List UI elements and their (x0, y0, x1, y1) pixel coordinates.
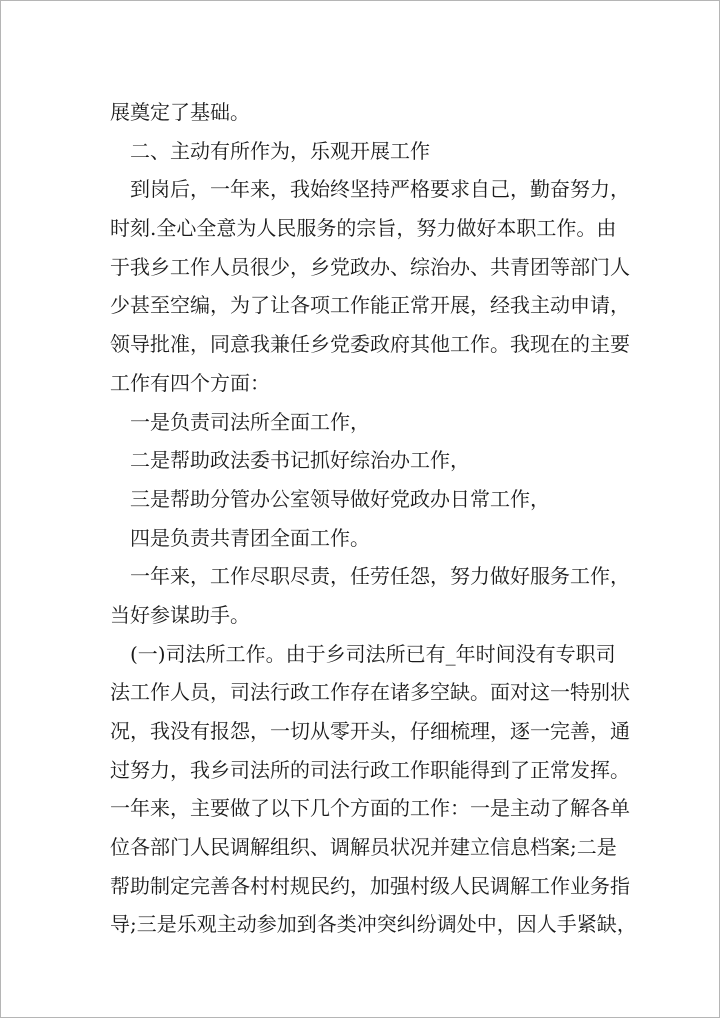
text-line: 位各部门人民调解组织、调解员状况并建立信息档案;二是 (110, 835, 617, 860)
list-item: 三是帮助分管办公室领导做好党政办日常工作， (130, 486, 550, 511)
text-line: 于我乡工作人员很少，乡党政办、综治办、共青团等部门人 (110, 254, 630, 279)
text-line: 导;三是乐观主动参加到各类冲突纠纷调处中，因人手紧缺， (110, 912, 637, 937)
body-text (110, 93, 637, 944)
text-line: 到岗后，一年来，我始终坚持严格要求自己，勤奋努力， (130, 177, 630, 202)
list-item: 一是负责司法所全面工作， (130, 409, 370, 434)
text-line: 工作有四个方面： (110, 370, 270, 395)
text-line: 时刻.全心全意为人民服务的宗旨，努力做好本职工作。由 (110, 216, 617, 241)
list-item: 二是帮助政法委书记抓好综治办工作， (130, 448, 470, 473)
text-line: 展奠定了基础。 (110, 100, 250, 124)
text-line: 当好参谋助手。 (110, 602, 250, 627)
subsection-line: (一)司法所工作。由于乡司法所已有_年时间没有专职司 (130, 641, 616, 666)
text-line: 领导批准，同意我兼任乡党委政府其他工作。我现在的主要 (110, 332, 630, 357)
text-line: 一年来，主要做了以下几个方面的工作：一是主动了解各单 (110, 796, 630, 821)
text-line: 帮助制定完善各村村规民约，加强村级人民调解工作业务指 (110, 873, 630, 898)
list-item: 四是负责共青团全面工作。 (130, 525, 370, 550)
text-line: 少甚至空编，为了让各项工作能正常开展，经我主动申请， (110, 293, 630, 318)
section-heading: 二、主动有所作为，乐观开展工作 (130, 138, 430, 163)
text-line: 况，我没有报怨，一切从零开头，仔细梳理，逐一完善，通 (110, 719, 630, 743)
text-line: 法工作人员，司法行政工作存在诸多空缺。面对这一特别状 (110, 680, 630, 705)
text-line: 过努力，我乡司法所的司法行政工作职能得到了正常发挥。 (110, 757, 630, 782)
text-line: 一年来，工作尽职尽责，任劳任怨，努力做好服务工作， (130, 564, 630, 589)
